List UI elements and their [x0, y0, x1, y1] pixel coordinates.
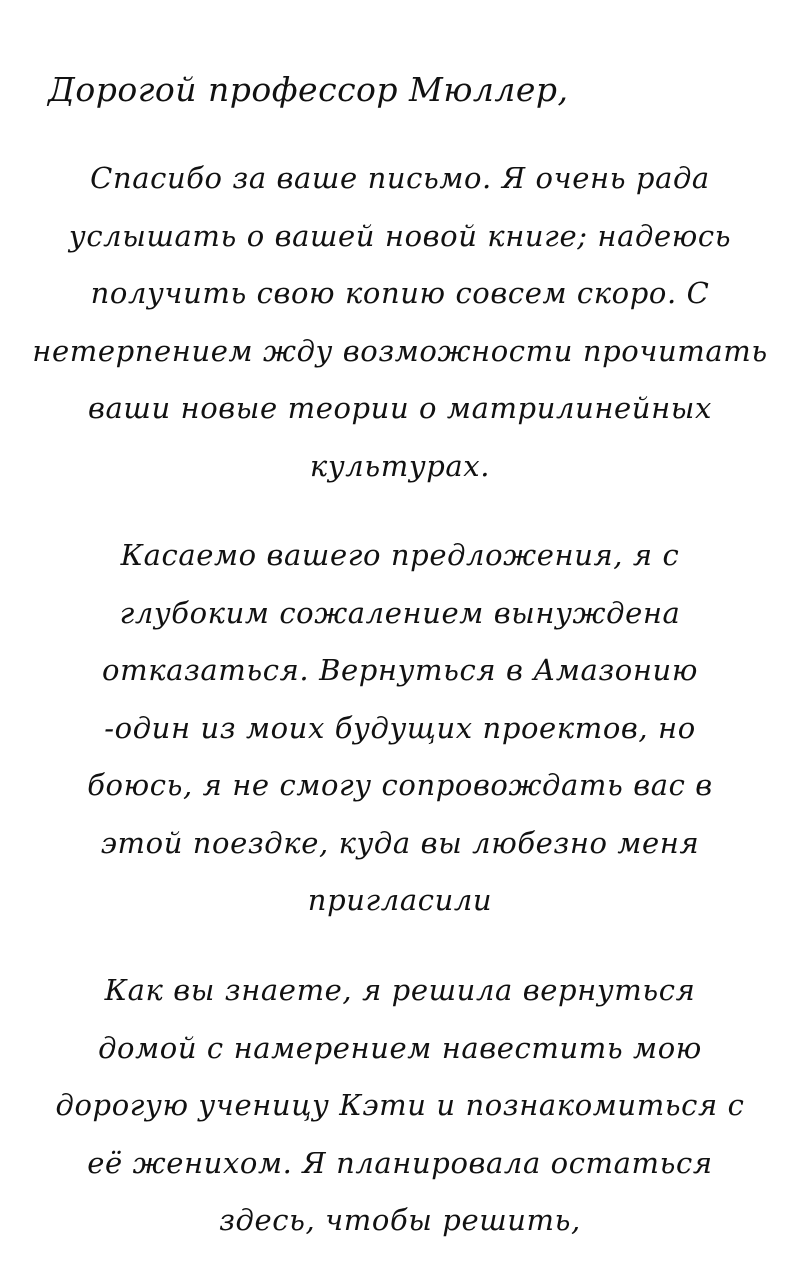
letter-paragraph-3 [30, 962, 770, 1250]
letter-paragraph-2 [30, 527, 770, 930]
letter-line: нетерпением жду возможности прочитать [32, 333, 768, 368]
letter-line: получить свою копию совсем скоро. С [90, 276, 710, 310]
letter-line: -один из моих будущих проектов, но [104, 710, 696, 745]
letter-line: пригласили [307, 883, 493, 917]
letter-line: культурах. [309, 448, 491, 483]
letter-line: домой с намерением навестить мою [98, 1030, 702, 1065]
letter-line: этой поездке, куда вы любезно меня [100, 825, 700, 860]
letter-line: Спасибо за ваше письмо. Я очень рада [90, 161, 710, 195]
letter-line: услышать о вашей новой книге; надеюсь [68, 218, 732, 253]
letter-line: дорогую ученицу Кэти и познакомиться с [55, 1088, 745, 1122]
letter-line: ваши новые теории о матрилинейных [88, 391, 712, 425]
letter-line: её женихом. Я планировала остаться [87, 1145, 713, 1180]
letter-line: глубоким сожалением вынуждена [119, 595, 681, 630]
letter-salutation: Дорогой профессор Мюллер, [48, 70, 569, 109]
letter-line: Касаемо вашего предложения, я с [120, 538, 680, 572]
letter-paragraph-1 [30, 150, 770, 495]
letter-line: Как вы знаете, я решила вернуться [104, 973, 696, 1007]
letter-line: здесь, чтобы решить, [219, 1203, 581, 1237]
letter-line: отказаться. Вернуться в Амазонию [102, 653, 698, 687]
letter-line: боюсь, я не смогу сопровождать вас в [87, 768, 713, 802]
